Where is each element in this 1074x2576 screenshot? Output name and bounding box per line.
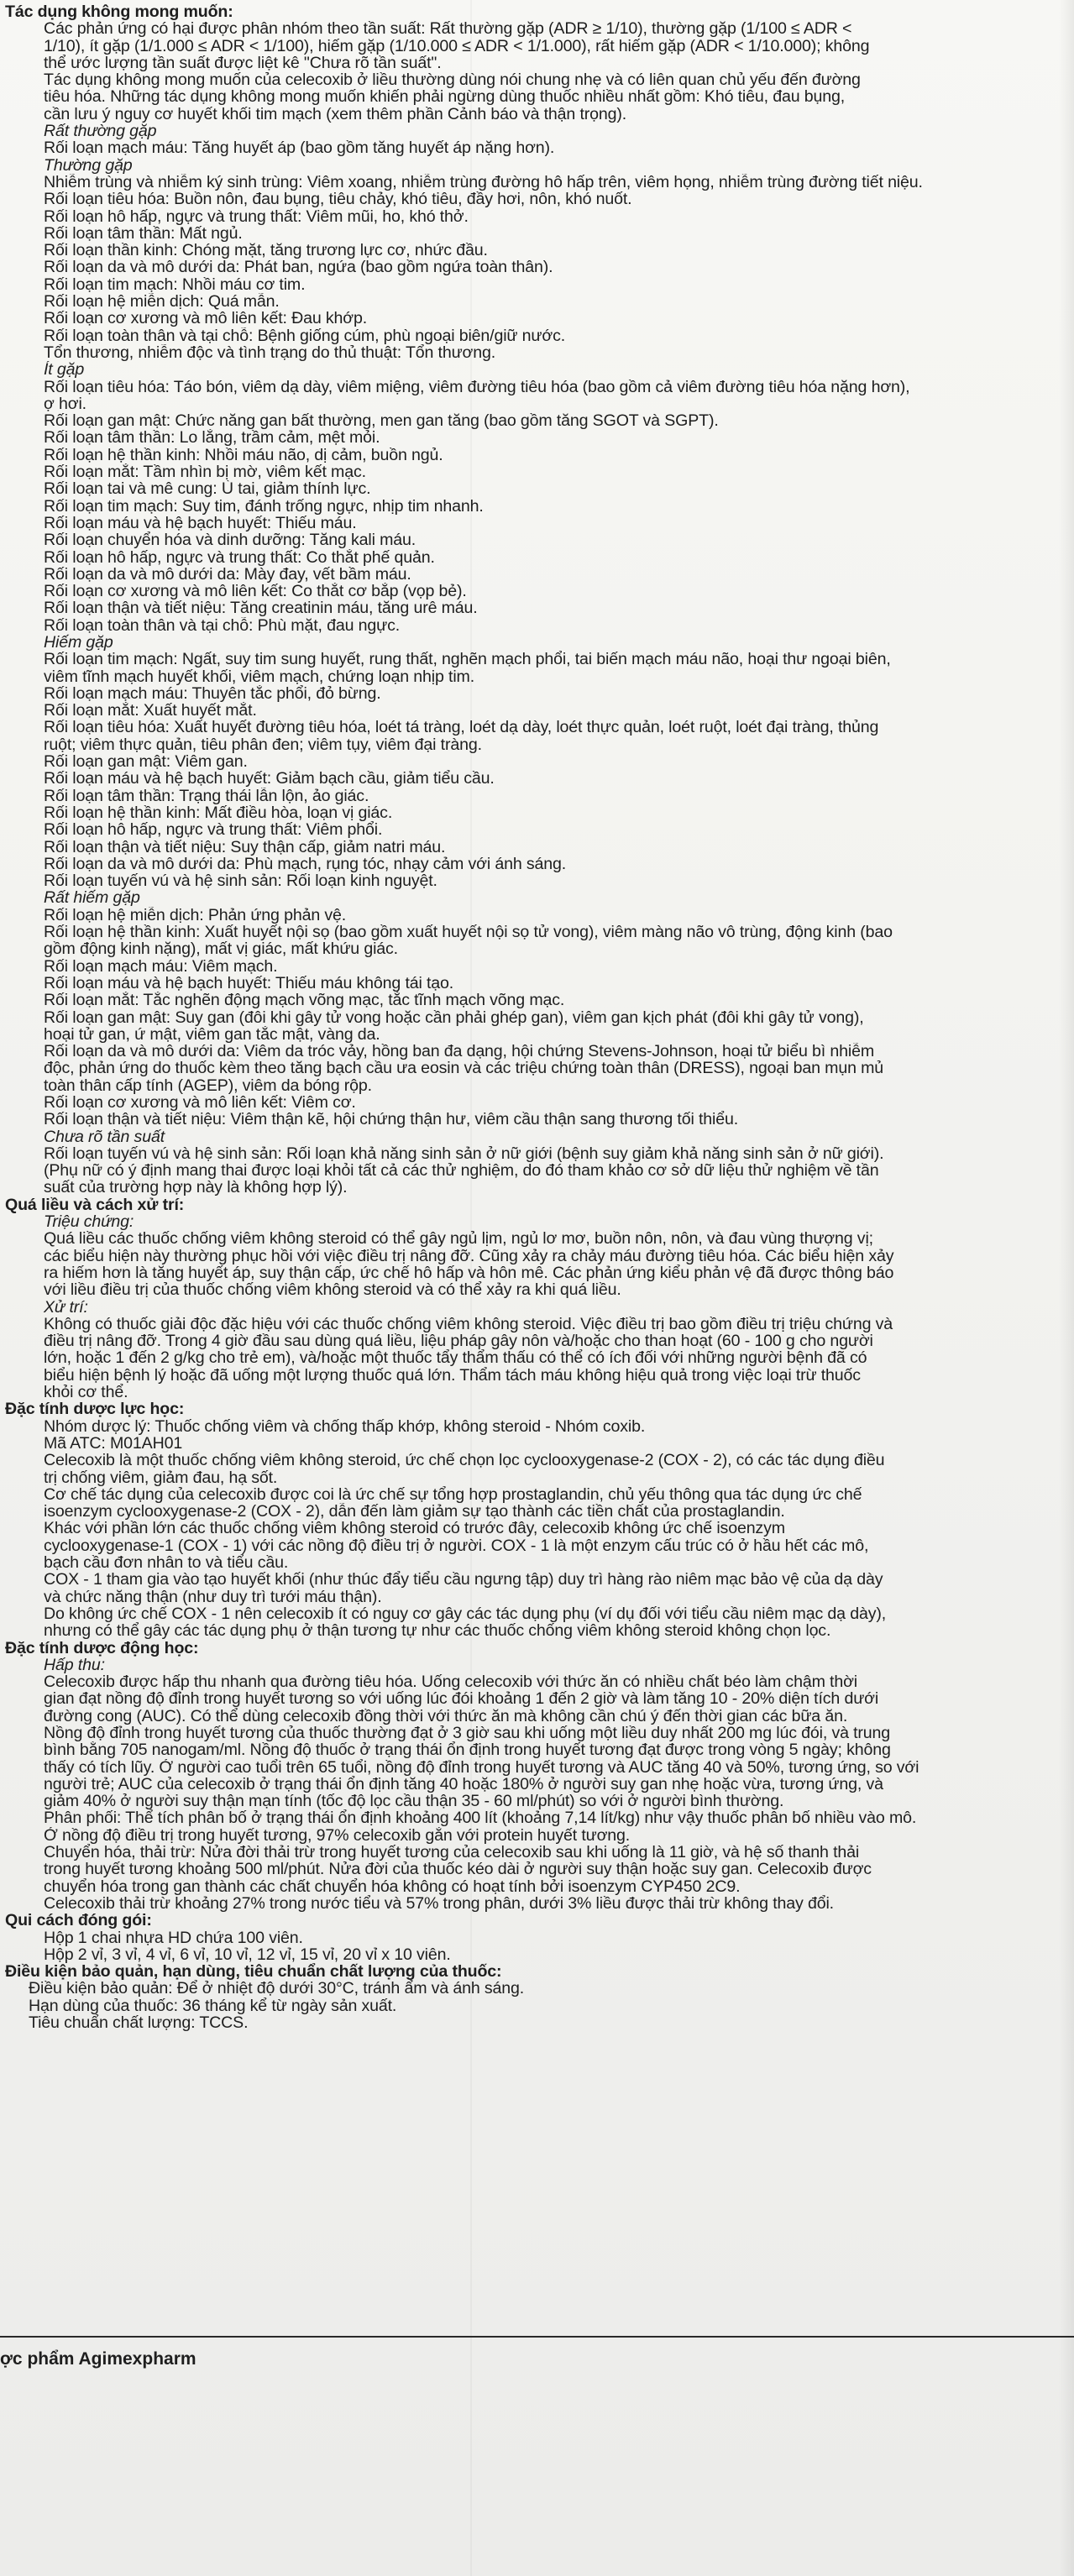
text-line: ra hiếm hơn là tăng huyết áp, suy thận cấp, ức chế hô hấp và hôn mê. Các phản ứng kiểu phản vệ đã được thông báo (44, 1264, 894, 1282)
text-line: giảm 40% ở người suy thận mạn tính (tốc độ lọc cầu thận 35 - 60 ml/phút) so với ở người bình thường. (44, 1793, 784, 1810)
text-line: Celecoxib là một thuốc chống viêm không steroid, ức chế chọn lọc cyclooxygenase-2 (COX - 2), có các tác dụng điều (44, 1452, 885, 1469)
text-line: Rối loạn tim mạch: Nhồi máu cơ tim. (44, 275, 306, 294)
text-line: Rối loạn tiêu hóa: Táo bón, viêm dạ dày, viêm miệng, viêm đường tiêu hóa (bao gồm cả viêm đường tiêu hóa nặng hơn), (44, 378, 910, 395)
section (0, 1196, 1074, 1401)
text-line: Rối loạn gan mật: Suy gan (đôi khi gây tử vong hoặc cần phải ghép gan), viêm gan kịch phát (đôi khi gây tử vong), (44, 1008, 864, 1026)
text-line: Rối loạn cơ xương và mô liên kết: Đau khớp. (44, 310, 368, 327)
leaflet-text (0, 3, 1074, 2031)
text-line: Cơ chế tác dụng của celecoxib được coi là ức chế sự tổng hợp prostaglandin, chủ yếu thông qua tác dụng ức chế (44, 1485, 862, 1504)
text-line: Rối loạn mắt: Tầm nhìn bị mờ, viêm kết mạc. (44, 463, 366, 481)
text-line: Rối loạn tuyến vú và hệ sinh sản: Rối loạn khả năng sinh sản ở nữ giới (bệnh suy giảm khả năng sinh sản ở nữ giới). (44, 1144, 884, 1163)
text-line: COX - 1 tham gia vào tạo huyết khối (như thúc đẩy tiểu cầu ngưng tập) duy trì hàng rào niêm mạc bảo vệ của dạ dày (44, 1571, 883, 1589)
section (0, 3, 1074, 1196)
text-line: Rối loạn tim mạch: Suy tim, đánh trống ngực, nhịp tim nhanh. (44, 497, 484, 515)
text-line: Khác với phần lớn các thuốc chống viêm không steroid có trước đây, celecoxib không ức chế isoenzym (44, 1520, 785, 1537)
subheading: Chưa rõ tần suất (44, 1128, 165, 1145)
text-line: và chức năng thận (như duy trì tưới máu thận). (44, 1588, 382, 1605)
text-line: Rối loạn da và mô dưới da: Phát ban, ngứa (bao gồm ngứa toàn thân). (44, 259, 553, 276)
text-line: độc, phản ứng do thuốc kèm theo tăng bạch cầu ưa eosin và các triệu chứng toàn thân (DRESS), ngoại ban mụn mủ (44, 1060, 884, 1077)
text-line: với liều điều trị của thuốc chống viêm không steroid và có thể xảy ra khi quá liều. (44, 1281, 621, 1299)
text-line: Rối loạn tiêu hóa: Xuất huyết đường tiêu hóa, loét tá tràng, loét dạ dày, loét thực quản, loét ruột, loét đại tràng, thủng (44, 719, 879, 736)
text-line: khỏi cơ thể. (44, 1384, 128, 1401)
text-line: hoại tử gan, ứ mật, viêm gan tắc mật, vàng da. (44, 1025, 380, 1044)
text-line: Rối loạn tiêu hóa: Buồn nôn, đau bụng, tiêu chảy, khó tiêu, đầy hơi, nôn, khó nuốt. (44, 191, 632, 208)
subheading: Xử trí: (44, 1298, 88, 1316)
text-line: nhưng có thể gây các tác dụng phụ ở thận tương tự như các thuốc chống viêm không steroid không chọn lọc. (44, 1622, 831, 1640)
text-line: Ở nồng độ điều trị trong huyết tương, 97% celecoxib gắn với protein huyết tương. (44, 1826, 631, 1845)
text-line: Rối loạn tuyến vú và hệ sinh sản: Rối loạn kinh nguyệt. (44, 872, 437, 890)
text-line: bình bằng 705 nanogam/ml. Nồng độ thuốc ở trạng thái ổn định trong huyết tương đạt được trong vòng 5 ngày; không (44, 1741, 891, 1759)
text-line: Rối loạn mạch máu: Viêm mạch. (44, 957, 278, 975)
text-line: viêm tĩnh mạch huyết khối, viêm mạch, chứng loạn nhịp tim. (44, 668, 475, 685)
section (0, 1401, 1074, 1639)
text-line: biểu hiện bệnh lý hoặc đã uống một lượng thuốc quá lớn. Thẩm tách máu không hiệu quả trong việc loại trừ thuốc (44, 1366, 861, 1385)
text-line: Rối loạn hô hấp, ngực và trung thất: Viêm phổi. (44, 821, 383, 839)
text-line: Rối loạn gan mật: Viêm gan. (44, 753, 248, 771)
text-line: gồm động kinh nặng), mất vị giác, mất khứu giác. (44, 940, 398, 958)
text-line: Rối loạn tâm thần: Trạng thái lẫn lộn, ảo giác. (44, 787, 369, 804)
text-line: Nhóm dược lý: Thuốc chống viêm và chống thấp khớp, không steroid - Nhóm coxib. (44, 1417, 646, 1435)
text-line: Celecoxib được hấp thu nhanh qua đường tiêu hóa. Uống celecoxib với thức ăn có nhiều chất béo làm chậm thời (44, 1673, 857, 1691)
text-line: Điều kiện bảo quản: Để ở nhiệt độ dưới 30°C, tránh ẩm và ánh sáng. (29, 1980, 525, 1997)
paper-shadow (1059, 0, 1074, 2576)
section-title: Quá liều và cách xử trí: (5, 1196, 185, 1214)
text-line: đường cong (AUC). Có thể dùng celecoxib đồng thời với thức ăn mà không cần chú ý đến thời gian các bữa ăn. (44, 1707, 848, 1725)
text-line: Rối loạn hệ thần kinh: Mất điều hòa, loạn vị giác. (44, 804, 393, 822)
text-line: Celecoxib thải trừ khoảng 27% trong nước tiểu và 57% trong phân, dưới 3% liều được thải trừ không thay đổi. (44, 1894, 834, 1913)
text-line: Nồng độ đỉnh trong huyết tương của thuốc thường đạt ở 3 giờ sau khi uống một liều duy nhất 200 mg lúc đói, và trung (44, 1724, 891, 1742)
text-line: Nhiễm trùng và nhiễm ký sinh trùng: Viêm xoang, nhiễm trùng đường hô hấp trên, viêm họng, nhiễm trùng đường tiết niệu. (44, 173, 923, 191)
section (0, 1640, 1074, 1913)
text-line: (Phụ nữ có ý định mang thai được loại khỏi tất cả các thử nghiệm, do đó tham khảo cơ sở dữ liệu thử nghiệm về tần (44, 1162, 879, 1180)
text-line: bạch cầu đơn nhân to và tiểu cầu. (44, 1554, 289, 1572)
text-line: Rối loạn máu và hệ bạch huyết: Thiếu máu. (44, 514, 357, 532)
text-line: ruột; viêm thực quản, tiêu phân đen; viêm tụy, viêm đại tràng. (44, 736, 482, 754)
text-line: điều trị nâng đỡ. Trong 4 giờ đầu sau dùng quá liều, liệu pháp gây nôn và/hoặc cho than hoạt (60 - 100 g cho người (44, 1333, 873, 1350)
subheading: Ít gặp (44, 361, 85, 379)
text-line: thấy có tích lũy. Ở người cao tuổi trên 65 tuổi, nồng độ đỉnh trong huyết tương và AUC tăng 40 và 50%, tương ứng, so với (44, 1758, 919, 1776)
text-line: Rối loạn cơ xương và mô liên kết: Co thắt cơ bắp (vọp bẻ). (44, 583, 467, 600)
subheading: Hiếm gặp (44, 633, 113, 652)
text-line: Do không ức chế COX - 1 nên celecoxib ít có nguy cơ gây các tác dụng phụ (ví dụ đối với tiểu cầu niêm mạc dạ dày), (44, 1605, 887, 1623)
text-line: Rối loạn mạch máu: Thuyên tắc phổi, đỏ bừng. (44, 684, 381, 703)
text-line: người trẻ; AUC của celecoxib ở trạng thái ổn định tăng 40 hoặc 180% ở người suy gan nhẹ hoặc vừa, tương ứng, và (44, 1775, 883, 1793)
text-line: toàn thân cấp tính (AGEP), viêm da bóng rộp. (44, 1076, 372, 1094)
text-line: Không có thuốc giải độc đặc hiệu với các thuốc chống viêm không steroid. Việc điều trị bao gồm điều trị triệu chứng và (44, 1315, 893, 1333)
text-line: Rối loạn toàn thân và tại chỗ: Phù mặt, đau ngực. (44, 616, 401, 634)
text-line: Phân phối: Thể tích phân bố ở trạng thái ổn định khoảng 400 lít (khoảng 7,14 lít/kg) như vậy thuốc phân bố nhiều vào mô. (44, 1809, 917, 1827)
text-line: Rối loạn tâm thần: Lo lắng, trầm cảm, mệt mỏi. (44, 429, 380, 447)
text-line: Mã ATC: M01AH01 (44, 1434, 183, 1453)
subheading: Hấp thu: (44, 1656, 105, 1674)
text-line: các biểu hiện này thường phục hồi với việc điều trị nâng đỡ. Cũng xảy ra chảy máu đường tiêu hóa. Các biểu hiện xảy (44, 1247, 894, 1264)
text-line: Quá liều các thuốc chống viêm không steroid có thể gây ngủ lịm, ngủ lơ mơ, buồn nôn, nôn, và đau vùng thượng vị; (44, 1230, 873, 1248)
text-line: gian đạt nồng độ đỉnh trong huyết tương so với uống lúc đói khoảng 1 đến 2 giờ và làm tăng 10 - 20% diện tích dưới (44, 1690, 879, 1708)
text-line: Rối loạn máu và hệ bạch huyết: Giảm bạch cầu, giảm tiểu cầu. (44, 770, 495, 788)
text-line: cyclooxygenase-1 (COX - 1) với các nồng độ điều trị ở người. COX - 1 là một enzym cấu trúc có ở hầu hết các mô, (44, 1537, 869, 1555)
text-line: Tiêu chuẩn chất lượng: TCCS. (29, 2014, 249, 2032)
text-line: Rối loạn hô hấp, ngực và trung thất: Co thắt phế quản. (44, 548, 435, 566)
subheading: Triệu chứng: (44, 1213, 134, 1231)
company-name: ợc phẩm Agimexpharm (0, 2349, 196, 2369)
text-line: lớn, hoặc 1 đến 2 g/kg cho trẻ em), và/hoặc một thuốc tẩy thẩm thấu có thể có ích đối với những người bệnh đã có (44, 1349, 867, 1367)
section-title: Đặc tính dược động học: (5, 1639, 199, 1657)
subheading: Rất thường gặp (44, 123, 157, 140)
text-line: Rối loạn chuyển hóa và dinh dưỡng: Tăng kali máu. (44, 531, 417, 549)
text-line: Hộp 1 chai nhựa HD chứa 100 viên. (44, 1929, 303, 1946)
text-line: Rối loạn gan mật: Chức năng gan bất thường, men gan tăng (bao gồm tăng SGOT và SGPT). (44, 412, 719, 430)
text-line: chuyển hóa trong gan thành các chất chuyển hóa không có hoạt tính bởi isoenzym CYP450 2C9. (44, 1877, 741, 1895)
text-line: Rối loạn mắt: Xuất huyết mắt. (44, 702, 257, 720)
text-line: Hộp 2 vỉ, 3 vỉ, 4 vỉ, 6 vỉ, 10 vỉ, 12 vỉ, 15 vỉ, 20 vỉ x 10 viên. (44, 1945, 451, 1964)
subheading: Rất hiếm gặp (44, 889, 140, 907)
text-line: ợ hơi. (44, 395, 86, 413)
text-line: Rối loạn tai và mê cung: Ù tai, giảm thính lực. (44, 480, 371, 498)
section-title: Điều kiện bảo quản, hạn dùng, tiêu chuẩn chất lượng của thuốc: (5, 1963, 502, 1981)
text-line: trị chống viêm, giảm đau, hạ sốt. (44, 1469, 278, 1486)
text-line: Rối loạn mắt: Tắc nghẽn động mạch võng mạc, tắc tĩnh mạch võng mạc. (44, 992, 565, 1009)
text-line: Hạn dùng của thuốc: 36 tháng kể từ ngày sản xuất. (29, 1997, 397, 2015)
text-line: Rối loạn thận và tiết niệu: Suy thận cấp, giảm natri máu. (44, 838, 446, 856)
text-line: 1/10), ít gặp (1/1.000 ≤ ADR < 1/100), hiếm gặp (1/10.000 ≤ ADR < 1/1.000), rất hiếm gặp (ADR < 1/10.000); không (44, 37, 870, 55)
subheading: Thường gặp (44, 156, 133, 174)
text-line: Rối loạn thận và tiết niệu: Viêm thận kẽ, hội chứng thận hư, viêm cầu thận sang thương tối thiểu. (44, 1111, 738, 1128)
section (0, 1912, 1074, 1963)
text-line: Rối loạn hệ thần kinh: Xuất huyết nội sọ (bao gồm xuất huyết nội sọ tử vong), viêm màng não vô trùng, động kinh (bao (44, 924, 893, 941)
text-line: Tác dụng không mong muốn của celecoxib ở liều thường dùng nói chung nhẹ và có liên quan chủ yếu đến đường (44, 71, 861, 89)
text-line: Tổn thương, nhiễm độc và tình trạng do thủ thuật: Tổn thương. (44, 343, 496, 362)
text-line: Rối loạn da và mô dưới da: Viêm da tróc vảy, hồng ban đa dạng, hội chứng Stevens-Johnson, hoại tử biểu bì nhiễm (44, 1043, 875, 1060)
footer-divider (0, 2336, 1074, 2338)
text-line: isoenzym cyclooxygenase-2 (COX - 2), dẫn đến làm giảm sự tạo thành các tiền chất của prostaglandin. (44, 1503, 785, 1521)
text-line: Rối loạn thận và tiết niệu: Tăng creatinin máu, tăng urê máu. (44, 599, 478, 617)
section-title: Tác dụng không mong muốn: (5, 3, 233, 21)
text-line: Rối loạn hô hấp, ngực và trung thất: Viêm mũi, ho, khó thở. (44, 207, 469, 225)
text-line: suất của trường hợp này là không hợp lý). (44, 1179, 348, 1196)
text-line: Chuyển hóa, thải trừ: Nửa đời thải trừ trong huyết tương của celecoxib sau khi uống là 11 giờ, và hệ số thanh thải (44, 1844, 860, 1861)
text-line: trong huyết tương khoảng 500 ml/phút. Nửa đời của thuốc kéo dài ở người suy thận hoặc suy gan. Celecoxib được (44, 1861, 872, 1878)
text-line: cần lưu ý nguy cơ huyết khối tim mạch (xem thêm phần Cảnh báo và thận trọng). (44, 105, 627, 123)
text-line: tiêu hóa. Những tác dụng không mong muốn khiến phải ngừng dùng thuốc nhiều nhất gồm: Khó tiêu, đau bụng, (44, 88, 846, 106)
text-line: Rối loạn hệ thần kinh: Nhồi máu não, dị cảm, buồn ngủ. (44, 446, 443, 464)
text-line: thể ước lượng tần suất được liệt kê "Chưa rõ tần suất". (44, 54, 442, 72)
text-line: Rối loạn toàn thân và tại chỗ: Bệnh giống cúm, phù ngoại biên/giữ nước. (44, 327, 566, 344)
text-line: Rối loạn da và mô dưới da: Mày đay, vết bầm máu. (44, 565, 411, 584)
text-line: Rối loạn tâm thần: Mất ngủ. (44, 224, 243, 243)
text-line: Rối loạn hệ miễn dịch: Quá mẫn. (44, 293, 280, 311)
section-title: Qui cách đóng gói: (5, 1912, 152, 1929)
section (0, 1963, 1074, 2031)
text-line: Rối loạn thần kinh: Chóng mặt, tăng trương lực cơ, nhức đầu. (44, 242, 488, 259)
text-line: Rối loạn mạch máu: Tăng huyết áp (bao gồm tăng huyết áp nặng hơn). (44, 139, 555, 157)
text-line: Rối loạn tim mạch: Ngất, suy tim sung huyết, rung thất, nghẽn mạch phổi, tai biến mạch máu não, hoại thư ngoại biên, (44, 651, 891, 668)
text-line: Rối loạn hệ miễn dịch: Phản ứng phản vệ. (44, 906, 347, 924)
section-title: Đặc tính dược lực học: (5, 1401, 185, 1418)
text-line: Rối loạn cơ xương và mô liên kết: Viêm cơ. (44, 1094, 356, 1112)
text-line: Rối loạn da và mô dưới da: Phù mạch, rụng tóc, nhạy cảm với ánh sáng. (44, 855, 567, 873)
text-line: Các phản ứng có hại được phân nhóm theo tần suất: Rất thường gặp (ADR ≥ 1/10), thường gặp (1/100 ≤ ADR < (44, 20, 852, 38)
text-line: Rối loạn máu và hệ bạch huyết: Thiếu máu không tái tạo. (44, 974, 454, 992)
